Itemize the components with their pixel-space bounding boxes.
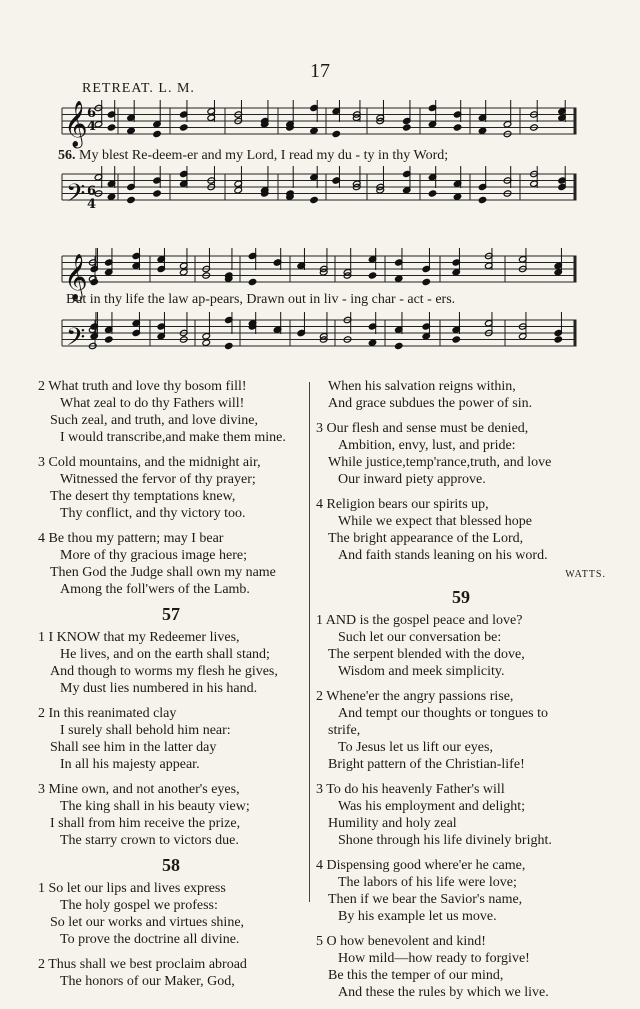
stanza-number: 1: [316, 613, 326, 628]
time-sig-top: 6: [87, 106, 97, 121]
stanza-number: 3: [38, 455, 49, 470]
verse-line: Among the foll'wers of the Lamb.: [60, 582, 250, 597]
stanza-number: 3: [316, 782, 327, 797]
lyric-line-2: But in thy life the law ap-pears, Drawn out in liv - ing char - act - ers.: [66, 292, 456, 307]
verse-line: Dispensing good where'er he came,: [326, 858, 526, 873]
verse-line: And faith stands leaning on his word.: [338, 548, 548, 563]
svg-text:4: 4: [87, 197, 97, 212]
verse-line: Was his employment and delight;: [338, 799, 526, 814]
lyric-line-1: 56. My blest Re-deem-er and my Lord, I read my du - ty in thy Word;: [58, 148, 449, 163]
stanza-number: 4: [38, 531, 49, 546]
stanza: [38, 781, 304, 849]
verse-line: Then if we bear the Savior's name,: [328, 892, 523, 907]
verse-line: Shone through his life divinely bright.: [338, 833, 552, 848]
verse-line: Be this the temper of our mind,: [328, 968, 504, 983]
verse-line: I would transcribe,and make them mine.: [60, 430, 286, 445]
svg-text:𝄞: 𝄞: [64, 101, 88, 147]
verse-line: strife,: [328, 723, 361, 738]
verse-line: So let our lips and lives express: [48, 881, 226, 896]
stanza: [316, 378, 606, 412]
music-score: [0, 0, 640, 370]
verse-line: Mine own, and not another's eyes,: [48, 782, 240, 797]
right-column: [316, 378, 606, 1009]
stanza: [38, 629, 304, 697]
verse-line: And these the rules by which we live.: [338, 985, 549, 1000]
verse-line: Our inward piety approve.: [338, 472, 486, 487]
verse-line: To Jesus let us lift our eyes,: [338, 740, 493, 755]
stanza: [38, 705, 304, 773]
stanza: [38, 378, 304, 446]
verse-line: How mild—how ready to forgive!: [338, 951, 530, 966]
verse-line: Bright pattern of the Christian-life!: [328, 757, 525, 772]
verse-line: When his salvation reigns within,: [328, 379, 516, 394]
verse-line: To do his heavenly Father's will: [326, 782, 505, 797]
verse-line: I shall from him receive the prize,: [50, 816, 241, 831]
svg-text:𝄢: 𝄢: [66, 323, 86, 358]
stanza-number: 2: [316, 689, 327, 704]
verse-line: And though to worms my flesh he gives,: [50, 664, 278, 679]
verse-line: While justice,temp'rance,truth, and love: [328, 455, 552, 470]
verse-line: What zeal to do thy Fathers will!: [60, 396, 245, 411]
verse-line: Wisdom and meek simplicity.: [338, 664, 505, 679]
hymn-57-number: 57: [162, 604, 180, 624]
stanza-number: 2: [38, 379, 49, 394]
verse-line: Then God the Judge shall own my name: [50, 565, 276, 580]
verse-line: By his example let us move.: [338, 909, 497, 924]
stanza: [316, 857, 606, 925]
stanza: [316, 933, 606, 1001]
verse-line: And grace subdues the power of sin.: [328, 396, 533, 411]
stanza: [316, 420, 606, 488]
verse-line: And tempt our thoughts or tongues to: [338, 706, 548, 721]
verse-line: The king shall in his beauty view;: [60, 799, 250, 814]
verse-line: The serpent blended with the dove,: [328, 647, 525, 662]
verse-line: Religion bears our spirits up,: [326, 497, 489, 512]
verse-line: Shall see him in the latter day: [50, 740, 217, 755]
hymn-57-stanzas: [38, 629, 304, 849]
verse-line: Ambition, envy, lust, and pride:: [338, 438, 516, 453]
stanza: [316, 612, 606, 680]
stanza-number: 4: [316, 497, 327, 512]
verse-line: To prove the doctrine all divine.: [60, 932, 240, 947]
tune-title: RETREAT. L. M.: [82, 81, 195, 96]
verse-line: Such zeal, and truth, and love divine,: [50, 413, 258, 428]
verse-line: AND is the gospel peace and love?: [325, 613, 523, 628]
page-number: 17: [310, 60, 330, 82]
stanza: [38, 956, 304, 990]
verse-line: Be thou my pattern; may I bear: [48, 531, 224, 546]
stanza-number: 1: [38, 630, 49, 645]
stanza-number: 2: [38, 706, 49, 721]
stanza-number: 2: [38, 957, 49, 972]
hymn-59-stanzas: [316, 612, 606, 1001]
hymn-56-stanzas: [38, 378, 304, 598]
verse-line: He lives, and on the earth shall stand;: [60, 647, 270, 662]
verse-line: Cold mountains, and the midnight air,: [48, 455, 261, 470]
hymn-58-stanzas-continued: [316, 420, 606, 564]
time-sig-bottom: 4: [87, 119, 97, 134]
stanza-number: 3: [316, 421, 327, 436]
time-signature-treble-1: [87, 106, 96, 134]
svg-text:𝄞: 𝄞: [64, 254, 88, 300]
verse-line: The holy gospel we profess:: [60, 898, 218, 913]
stanza: [38, 454, 304, 522]
verse-line: Whene'er the angry passions rise,: [326, 689, 514, 704]
verse-line: The desert thy temptations knew,: [50, 489, 236, 504]
stanza-number: 3: [38, 782, 49, 797]
hymn-59-number: 59: [452, 587, 470, 607]
stanza-number: 4: [316, 858, 327, 873]
left-column: [38, 378, 304, 998]
time-signature-bass-1: [87, 184, 96, 212]
verse-line: While we expect that blessed hope: [338, 514, 532, 529]
stanza: [38, 880, 304, 948]
verse-line: I surely shall behold him near:: [60, 723, 231, 738]
verse-line: Humility and holy zeal: [328, 816, 457, 831]
verse-line: The bright appearance of the Lord,: [328, 531, 524, 546]
verse-line: In all his majesty appear.: [60, 757, 200, 772]
verse-line: Such let our conversation be:: [338, 630, 502, 645]
hymn-58-continuation: [316, 378, 606, 412]
verse-line: O how benevolent and kind!: [326, 934, 486, 949]
stanza: [38, 530, 304, 598]
stanza-number: 1: [38, 881, 49, 896]
hymn-58-stanzas: [38, 880, 304, 990]
stanza: [316, 688, 606, 773]
verse-line: What truth and love thy bosom fill!: [48, 379, 247, 394]
verse-line: My dust lies numbered in his hand.: [60, 681, 258, 696]
author-credit: WATTS.: [565, 569, 606, 580]
verse-line: The starry crown to victors due.: [60, 833, 239, 848]
hymn-58-number: 58: [162, 855, 180, 875]
stanza: [316, 781, 606, 849]
verse-line: I KNOW that my Redeemer lives,: [48, 630, 240, 645]
stanza-number: 5: [316, 934, 327, 949]
column-divider: [309, 382, 310, 902]
verse-line: The honors of our Maker, God,: [60, 974, 235, 989]
verse-line: Thy conflict, and thy victory too.: [60, 506, 246, 521]
verse-line: Thus shall we best proclaim abroad: [48, 957, 247, 972]
verse-line: More of thy gracious image here;: [60, 548, 247, 563]
verse-line: The labors of his life were love;: [338, 875, 517, 890]
verse-line: Witnessed the fervor of thy prayer;: [60, 472, 256, 487]
verse-line: In this reanimated clay: [48, 706, 177, 721]
verse-line: Our flesh and sense must be denied,: [326, 421, 529, 436]
svg-text:𝄢: 𝄢: [66, 179, 86, 214]
stanza: [316, 496, 606, 564]
verse-line: So let our works and virtues shine,: [50, 915, 245, 930]
svg-text:6: 6: [87, 184, 97, 199]
